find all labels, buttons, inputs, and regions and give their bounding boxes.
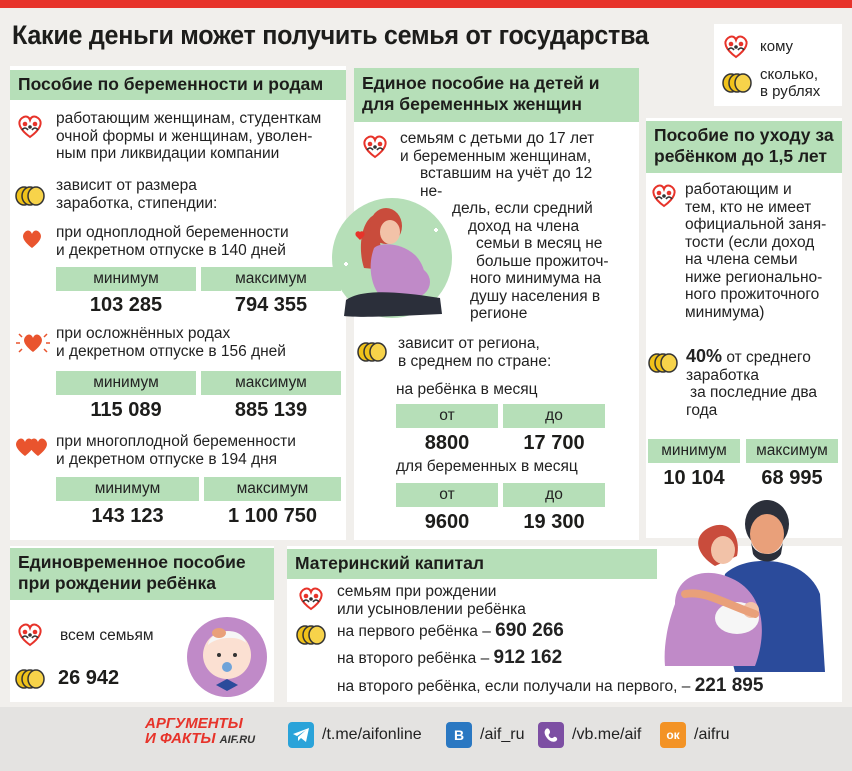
to-label: до bbox=[503, 483, 605, 507]
amount-line: года bbox=[686, 401, 718, 419]
who-line: ного минимума на bbox=[470, 270, 602, 287]
who-line: регионе bbox=[470, 305, 528, 322]
depends-line: в среднем по стране: bbox=[398, 352, 552, 370]
top-red-bar bbox=[0, 0, 852, 8]
who-line: тости (если доход bbox=[685, 233, 815, 251]
from-label: от bbox=[396, 404, 498, 428]
first-child-label: на первого ребёнка – bbox=[337, 623, 491, 640]
per-child-label: на ребёнка в месяц bbox=[396, 381, 538, 398]
amount-line: от среднего bbox=[726, 349, 811, 366]
who-line: ниже регионально- bbox=[685, 268, 823, 286]
coins-icon bbox=[357, 339, 391, 365]
child-from-value: 8800 bbox=[424, 432, 470, 454]
who-line: семьи в месяц не bbox=[476, 235, 603, 252]
ok-icon: ок bbox=[660, 722, 686, 748]
coins-icon bbox=[15, 666, 49, 692]
who-line: семьям с детьми до 17 лет bbox=[400, 130, 595, 147]
maternity-benefit-heading: Пособие по беременности и родам bbox=[10, 70, 346, 100]
logo-line: АРГУМЕНТЫ bbox=[145, 715, 243, 732]
amount-line: за последние два bbox=[690, 384, 818, 401]
who-line: или усыновлении ребёнка bbox=[337, 600, 526, 618]
case1-line: и декретном отпуске в 140 дней bbox=[56, 241, 286, 259]
case3-min-value: 143 123 bbox=[91, 505, 164, 527]
case2-line: и декретном отпуске в 156 дней bbox=[56, 342, 286, 360]
ok-label: /aifru bbox=[694, 726, 730, 743]
heading-line: Единое пособие на детей и bbox=[362, 73, 600, 93]
legend-how-much: сколько, bbox=[760, 66, 819, 83]
aif-logo[interactable] bbox=[145, 716, 267, 750]
case3-max-value: 1 100 750 bbox=[228, 505, 317, 527]
who-line: вставшим на учёт до 12 не- bbox=[420, 165, 593, 200]
max-label: максимум bbox=[746, 439, 838, 463]
baby-illustration bbox=[186, 615, 268, 699]
case1-max-value: 794 355 bbox=[234, 294, 308, 316]
legend-who: кому bbox=[760, 37, 794, 55]
who-line: больше прожиточ- bbox=[476, 252, 609, 270]
vk-icon: B bbox=[446, 722, 472, 748]
family-icon bbox=[361, 132, 391, 162]
heading-line: ребёнком до 1,5 лет bbox=[654, 146, 827, 166]
heading-line: при рождении ребёнка bbox=[18, 573, 217, 593]
depends-line: зависит от размера bbox=[56, 177, 197, 194]
heading-line: для беременных женщин bbox=[362, 94, 582, 114]
to-label: до bbox=[503, 404, 605, 428]
coins-icon bbox=[648, 350, 682, 376]
vk-label: /aif_ru bbox=[480, 726, 525, 743]
case1-min-value: 103 285 bbox=[89, 294, 163, 316]
heading-line: Пособие по уходу за bbox=[654, 125, 834, 145]
heart-glow-icon bbox=[14, 330, 52, 356]
case3-line: при многоплодной беременности bbox=[56, 433, 296, 450]
coins-icon bbox=[15, 183, 49, 209]
who-line: дель, если средний bbox=[452, 200, 593, 217]
case2-min-value: 115 089 bbox=[90, 399, 162, 421]
min-label: минимум bbox=[648, 439, 740, 463]
two-hearts-icon bbox=[14, 436, 50, 458]
case3-line: и декретном отпуске в 194 дня bbox=[56, 450, 278, 468]
depends-line: заработка, стипендии: bbox=[56, 194, 218, 212]
legend bbox=[714, 24, 842, 106]
telegram-link[interactable] bbox=[288, 722, 422, 748]
second-child-label: на второго ребёнка – bbox=[337, 650, 490, 667]
who-line: и беременным женщинам, bbox=[400, 147, 592, 165]
second-child-if-value: 221 895 bbox=[694, 675, 764, 696]
depends-line: зависит от региона, bbox=[398, 335, 540, 352]
family-icon bbox=[297, 584, 327, 614]
family-icon bbox=[650, 181, 680, 211]
viber-link[interactable] bbox=[538, 722, 641, 748]
who-line: тем, кто не имеет bbox=[685, 198, 812, 216]
viber-icon bbox=[538, 722, 564, 748]
telegram-label: /t.me/aifonline bbox=[322, 726, 422, 743]
logo-site: AIF.RU bbox=[219, 734, 256, 746]
who-line: семьям при рождении bbox=[337, 583, 497, 600]
first-child-value: 690 266 bbox=[495, 620, 564, 641]
page-title: Какие деньги может получить семья от государства bbox=[12, 20, 649, 50]
logo-line: И ФАКТЫ bbox=[145, 730, 216, 747]
amount-line: заработка bbox=[686, 366, 759, 384]
birth-who: всем семьям bbox=[60, 627, 154, 644]
who-line: душу населения в bbox=[470, 287, 601, 305]
who-line: минимума) bbox=[685, 303, 765, 321]
ok-link[interactable] bbox=[660, 722, 730, 748]
case1-line: при одноплодной беременности bbox=[56, 224, 289, 241]
heading-line: Единовременное пособие bbox=[18, 552, 246, 572]
case2-line: при осложнённых родах bbox=[56, 325, 231, 342]
who-line: ным при ликвидации компании bbox=[56, 145, 280, 162]
birth-amount: 26 942 bbox=[58, 667, 120, 689]
case2-max-value: 885 139 bbox=[234, 399, 308, 421]
min-label: минимум bbox=[56, 267, 196, 291]
who-line: доход на члена bbox=[468, 217, 580, 235]
coins-icon bbox=[296, 622, 330, 648]
who-line: на члена семьи bbox=[685, 251, 798, 268]
childcare-min-value: 10 104 bbox=[663, 467, 725, 489]
child-to-value: 17 700 bbox=[523, 432, 585, 454]
who-line: работающим женщинам, студенткам bbox=[56, 110, 322, 127]
second-child-if-label: на второго ребёнка, если получали на первого, – bbox=[337, 678, 691, 695]
family-illustration bbox=[655, 494, 847, 672]
percent-value: 40% bbox=[686, 346, 723, 366]
min-label: минимум bbox=[56, 371, 196, 395]
coins-icon bbox=[722, 70, 754, 96]
childcare-max-value: 68 995 bbox=[761, 467, 823, 489]
max-label: максимум bbox=[204, 477, 341, 501]
per-pregnant-label: для беременных в месяц bbox=[396, 458, 578, 475]
birth-benefit-heading bbox=[10, 548, 274, 600]
preg-from-value: 9600 bbox=[424, 511, 470, 533]
viber-label: /vb.me/aif bbox=[572, 726, 642, 743]
max-label: максимум bbox=[201, 371, 341, 395]
preg-to-value: 19 300 bbox=[523, 511, 585, 533]
min-label: минимум bbox=[56, 477, 199, 501]
who-line: работающим и bbox=[685, 181, 792, 198]
who-line: ного прожиточного bbox=[685, 286, 820, 303]
from-label: от bbox=[396, 483, 498, 507]
legend-rubles: в рублях bbox=[760, 83, 821, 100]
vk-link[interactable] bbox=[446, 722, 524, 748]
heart-icon bbox=[21, 228, 45, 250]
childcare-benefit-heading bbox=[646, 121, 842, 173]
family-icon bbox=[16, 620, 46, 650]
second-child-value: 912 162 bbox=[493, 647, 563, 668]
family-icon bbox=[722, 32, 750, 60]
who-line: официальной заня- bbox=[685, 216, 827, 233]
who-line: очной формы и женщинам, уволен- bbox=[56, 127, 313, 145]
max-label: максимум bbox=[201, 267, 341, 291]
telegram-icon bbox=[288, 722, 314, 748]
unified-benefit-heading bbox=[354, 68, 639, 122]
maternity-capital-heading: Материнский капитал bbox=[287, 549, 657, 579]
family-icon bbox=[16, 112, 46, 142]
